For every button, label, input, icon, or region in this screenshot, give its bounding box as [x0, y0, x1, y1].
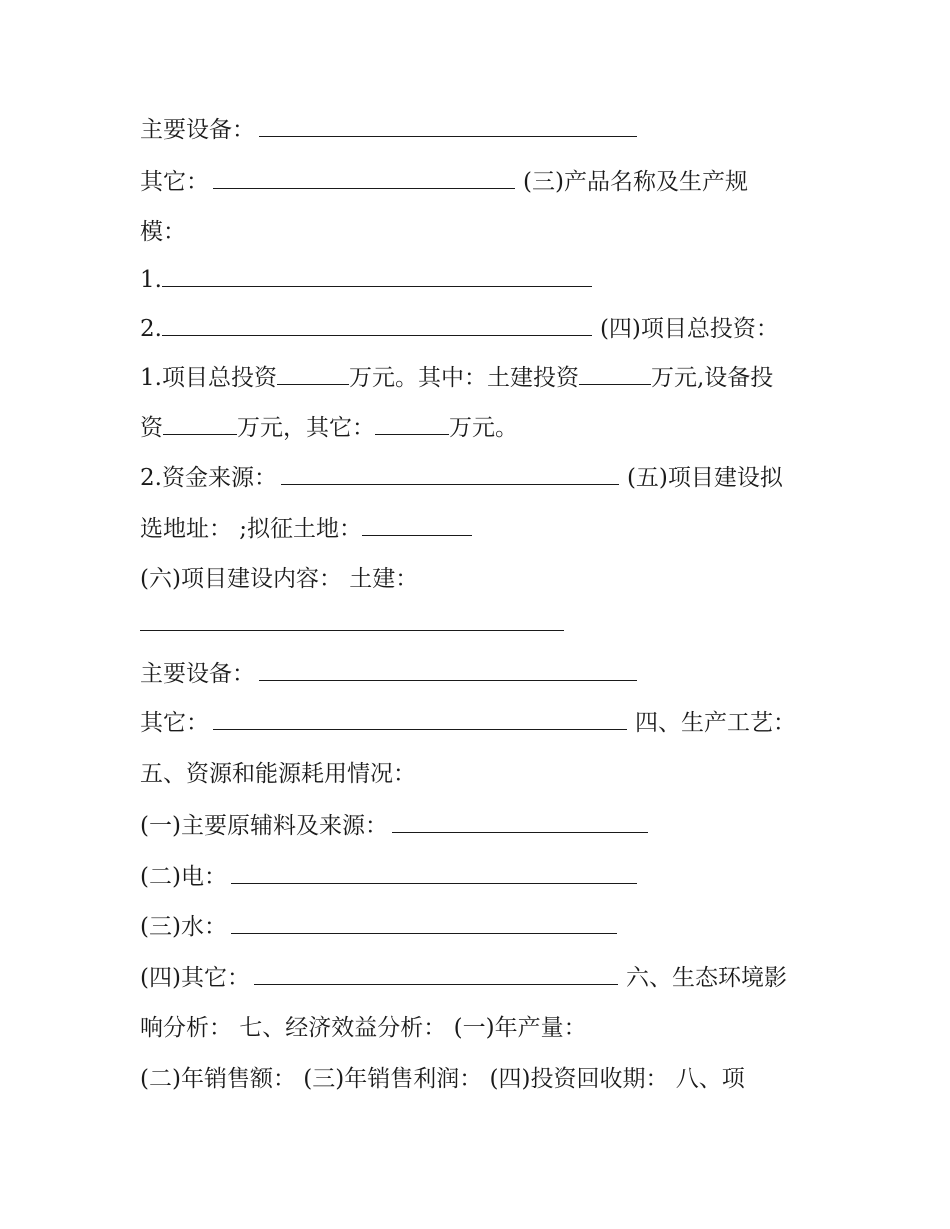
- label-investment-cont: 资: [140, 415, 163, 441]
- fill-blank[interactable]: [231, 911, 617, 934]
- fill-blank[interactable]: [362, 513, 472, 536]
- doc-line-other-1: [140, 166, 748, 197]
- fill-blank[interactable]: [162, 313, 592, 336]
- label-item-2: 2.: [140, 316, 162, 342]
- doc-line-scale: [140, 217, 186, 247]
- label-other: 其它：: [140, 169, 209, 195]
- fill-blank[interactable]: [140, 608, 564, 631]
- label-equipment-investment: 万元,设备投: [650, 365, 774, 391]
- doc-line-resources: [140, 759, 416, 789]
- fill-blank[interactable]: [277, 362, 349, 385]
- label-main-equipment: 主要设备：: [140, 661, 255, 687]
- doc-line-fund-source: [140, 462, 783, 493]
- heading-economic-analysis: 响分析： 七、经济效益分析： (一)年产量：: [140, 1015, 587, 1041]
- fill-blank[interactable]: [392, 810, 648, 833]
- label-fund-source: 2.资金来源：: [140, 465, 277, 491]
- doc-line-investment-detail-cont: [140, 412, 518, 443]
- label-water: (三)水：: [140, 914, 227, 940]
- label-item-1: 1.: [140, 267, 162, 293]
- doc-line-investment-detail: [140, 362, 773, 393]
- doc-line-raw-materials: [140, 810, 648, 841]
- fill-blank[interactable]: [259, 658, 637, 681]
- label-other: 其它：: [140, 710, 209, 736]
- fill-blank[interactable]: [254, 962, 618, 985]
- fill-blank[interactable]: [231, 861, 637, 884]
- doc-line-main-equipment-1: [140, 114, 637, 145]
- doc-line-main-equipment-2: [140, 658, 637, 689]
- fill-blank[interactable]: [162, 264, 592, 287]
- fill-blank[interactable]: [213, 707, 627, 730]
- doc-line-construction-content: [140, 564, 418, 594]
- heading-production-process: 四、生产工艺：: [635, 710, 796, 736]
- heading-total-investment: (四)项目总投资：: [599, 316, 779, 342]
- heading-resources-energy: 五、资源和能源耗用情况：: [140, 761, 416, 787]
- label-civil-investment: 万元。其中：土建投资: [348, 365, 579, 391]
- fill-blank[interactable]: [163, 412, 237, 435]
- label-unit-end: 万元。: [449, 415, 518, 441]
- heading-construction-content: (六)项目建设内容： 土建：: [140, 566, 419, 592]
- doc-line-sales: [140, 1064, 745, 1094]
- heading-site-selection: (五)项目建设拟: [626, 465, 783, 491]
- doc-line-product-2: [140, 313, 779, 344]
- label-scale: 模：: [140, 219, 186, 245]
- doc-line-electricity: [140, 861, 637, 892]
- label-site-land: 选地址： ;拟征土地：: [140, 516, 363, 542]
- fill-blank[interactable]: [213, 166, 515, 189]
- fill-blank[interactable]: [579, 362, 651, 385]
- label-other-resources: (四)其它：: [140, 965, 250, 991]
- heading-sales-profit-payback: (二)年销售额： (三)年销售利润： (四)投资回收期： 八、项: [140, 1066, 745, 1092]
- doc-line-other-2: [140, 707, 796, 738]
- fill-blank[interactable]: [259, 114, 637, 137]
- label-raw-materials: (一)主要原辅料及来源：: [140, 813, 388, 839]
- doc-line-other-resources: [140, 962, 787, 993]
- doc-line-civil-blank: [140, 608, 564, 639]
- heading-ecological-impact: 六、生态环境影: [625, 965, 787, 991]
- fill-blank[interactable]: [375, 412, 449, 435]
- label-total-investment: 1.项目总投资: [140, 365, 277, 391]
- fill-blank[interactable]: [281, 462, 619, 485]
- doc-line-product-1: [140, 264, 592, 295]
- label-main-equipment: 主要设备：: [140, 117, 255, 143]
- label-electricity: (二)电：: [140, 864, 227, 890]
- label-other-investment: 万元，其它：: [237, 415, 375, 441]
- heading-product-name: (三)产品名称及生产规: [523, 169, 748, 195]
- doc-line-site-address: [140, 513, 472, 544]
- doc-line-economic-analysis: [140, 1013, 587, 1043]
- doc-line-water: [140, 911, 617, 942]
